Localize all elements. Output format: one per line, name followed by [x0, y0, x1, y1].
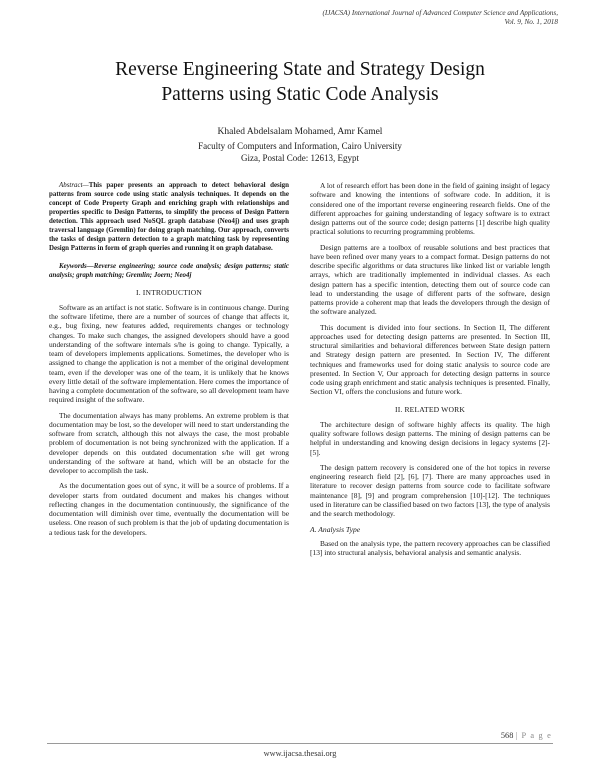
page-label: | P a g e	[515, 731, 552, 740]
title-line1: Reverse Engineering State and Strategy Design	[115, 59, 485, 80]
journal-header	[323, 9, 558, 27]
footer-url: www.ijacsa.thesai.org	[263, 749, 337, 758]
intro-paragraph-4: A lot of research effort has been done in the field of gaining insight of legacy software and knowing the intentions of software code. In addition, it is considered one of the important reverse engineering research fields. One of the different approaches for gaining understanding of legacy software is to extract design patterns out of the source code; design patterns [1] describe high quality practical solutions to recurring programming problems.	[310, 181, 550, 237]
page-number-block	[501, 731, 552, 740]
related-paragraph-3: Based on the analysis type, the pattern recovery approaches can be classified [13] into structural analysis, behavioral analysis and semantic analysis.	[310, 538, 550, 557]
title-line2: Patterns using Static Code Analysis	[161, 84, 439, 105]
section-heading-introduction: I. INTRODUCTION	[136, 287, 202, 297]
related-paragraph-1: The architecture design of software highly affects its quality. The high quality software follows design patterns. The mining of design patterns can be helpful in understanding and knowing design decisions in legacy systems [2]-[5].	[310, 419, 550, 457]
left-column	[49, 181, 289, 543]
author-block	[40, 126, 560, 164]
section-heading-related-work: II. RELATED WORK	[395, 404, 465, 414]
intro-paragraph-1: Software as an artifact is not static. Software is in continuous change. During the software lifetime, there are a number of sources of change that affects it, e.g., bug fixing, new features added, requirements changes or technology changes. To make such changes, the assigned developers should have a good understanding of the software internals s/he is going to change. Typically, a team of developers implements applications. Sometimes, the developer who is assigned to change the application is not a member of the original development team, even if the developer was one of the team, it is unlikely that he knows every little detail of the software implementation. Here comes the importance of having a complete documentation of the software, so all development team have required insight of the software.	[49, 302, 289, 405]
author-address: Giza, Postal Code: 12613, Egypt	[241, 153, 359, 163]
author-affiliation: Faculty of Computers and Information, Cairo University	[198, 141, 402, 151]
journal-header-line1: (IJACSA) International Journal of Advanced Computer Science and Applications,	[322, 9, 558, 17]
intro-paragraph-6: This document is divided into four sections. In Section II, The different approaches used for detecting design patterns are presented. In Section III, structural similarities and behavioral differences between State design pattern and Strategy design pattern are presented. In Section IV, The different techniques and frameworks used for doing static analysis to source code are presented. In Section V, Our approach for detecting design patterns in source code using graph enrichment and static analysis techniques is presented. Finally, Section VI, offers the conclusions and future work.	[310, 322, 550, 397]
abstract-text: This paper presents an approach to detect behavioral design patterns from source code using static analysis techniques. It depends on the concept of Code Property Graph and enriching graph with relationships and properties specific to Design Patterns, to simplify the process of Design Pattern detection. This approach used NoSQL graph database (Neo4j) and uses graph traversal language (Gremlin) for doing graph matching. Our approach, converts the tasks of design pattern detection to a graph matching task by representing Design Patterns in form of graph queries and running it on graph database.	[49, 181, 289, 252]
footer-divider	[47, 743, 553, 744]
right-column	[310, 181, 550, 563]
subsection-heading-analysis-type: A. Analysis Type	[310, 525, 361, 535]
author-names: Khaled Abdelsalam Mohamed, Amr Kamel	[217, 127, 383, 137]
paper-title	[40, 57, 560, 107]
abstract-label: Abstract—	[59, 181, 89, 189]
abstract	[49, 181, 289, 253]
related-paragraph-2: The design pattern recovery is considered one of the hot topics in reverse engineering research field [2], [6], [7]. There are many approaches used in literature to recover design patterns from source code to facilitate software maintenance [8], [9] and program comprehension [10]-[12]. The techniques used in literature can be classified based on two factors [13], the type of analysis and the search methodology.	[310, 462, 550, 518]
page-number: 568	[500, 731, 514, 740]
intro-paragraph-3: As the documentation goes out of sync, it will be a source of problems. If a developer starts from outdated document and makes his changes without reflecting changes in the documentation continuously, the significance of the documentation will diminish over time, eventually the documentation will be useless. One reason of such problem is that the job of updating documentation is a tedious task for the developers.	[49, 481, 289, 537]
intro-paragraph-5: Design patterns are a toolbox of reusable solutions and best practices that have been refined over many years to a compact format. Design patterns do not describe specific algorithms or data structures like linked list or variable length arrays, which are traditionally implemented in individual classes. As each design pattern has a specific intention, detecting them out of source code can lead to understanding the usage of different parts of the software, design patterns provide a coherent map that leads the developers through the design of the software analyzed.	[310, 242, 550, 317]
keywords: Keywords—Reverse engineering; source code analysis; design patterns; static analysis; graph matching; Gremlin; Joern; Neo4j	[49, 261, 289, 279]
journal-header-line2: Vol. 9, No. 1, 2018	[504, 18, 558, 26]
intro-paragraph-2: The documentation always has many problems. An extreme problem is that documentation may be lost, so the developer will need to start understanding the software from scratch, although this not always the case, the most probable problem of documentation is not being synchronized with the application. If a developer depends on this outdated documentation s/he will get wrong understanding of the software at hand, which will be an obstacle for the developer to accomplish the task.	[49, 410, 289, 476]
